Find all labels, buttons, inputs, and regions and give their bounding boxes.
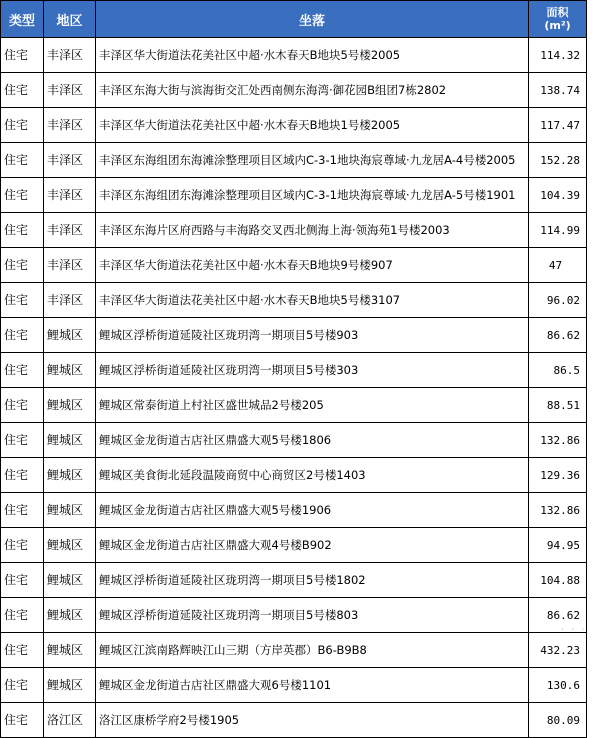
table-row [1,388,587,423]
header-size-label: 面积 [546,6,569,19]
type-cell: 住宅 [1,353,44,388]
address-cell: 鲤城区金龙街道古店社区鼎盛大观5号楼1806 [96,423,529,458]
size-cell: 152.28 [529,143,587,178]
area-cell: 丰泽区 [44,143,96,178]
area-cell: 鲤城区 [44,528,96,563]
type-cell: 住宅 [1,528,44,563]
size-cell: 130.6 [529,668,587,703]
type-cell: 住宅 [1,703,44,738]
area-cell: 鲤城区 [44,633,96,668]
size-cell: 129.36 [529,458,587,493]
type-cell: 住宅 [1,493,44,528]
size-cell: 432.23 [529,633,587,668]
table-row [1,493,587,528]
address-cell: 鲤城区浮桥街道延陵社区珑玥湾一期项目5号楼803 [96,598,529,633]
table-row [1,423,587,458]
size-cell: 114.32 [529,38,587,73]
size-cell: 104.88 [529,563,587,598]
area-cell: 丰泽区 [44,108,96,143]
type-cell: 住宅 [1,668,44,703]
size-cell: 104.39 [529,178,587,213]
area-cell: 鲤城区 [44,423,96,458]
table-row [1,353,587,388]
header-area: 地区 [44,1,96,38]
address-cell: 丰泽区华大街道法花美社区中超·水木春天B地块1号楼2005 [96,108,529,143]
table-row [1,248,587,283]
area-cell: 丰泽区 [44,38,96,73]
type-cell: 住宅 [1,283,44,318]
size-cell: 86.62 [529,598,587,633]
size-cell: 132.86 [529,423,587,458]
type-cell: 住宅 [1,73,44,108]
type-cell: 住宅 [1,563,44,598]
area-cell: 鲤城区 [44,563,96,598]
type-cell: 住宅 [1,178,44,213]
address-cell: 丰泽区华大街道法花美社区中超·水木春天B地块5号楼2005 [96,38,529,73]
table-row [1,108,587,143]
table-row [1,598,587,633]
area-cell: 丰泽区 [44,248,96,283]
header-row [1,1,587,38]
address-cell: 丰泽区东海组团东海滩涂整理项目区域内C-3-1地块海宸尊域·九龙居A-5号楼1901 [96,178,529,213]
type-cell: 住宅 [1,38,44,73]
address-cell: 丰泽区东海片区府西路与丰海路交叉西北侧海上海·领海苑1号楼2003 [96,213,529,248]
type-cell: 住宅 [1,458,44,493]
table-row [1,703,587,738]
address-cell: 丰泽区华大街道法花美社区中超·水木春天B地块5号楼3107 [96,283,529,318]
area-cell: 丰泽区 [44,73,96,108]
table-row [1,38,587,73]
area-cell: 洛江区 [44,703,96,738]
header-size-unit: (m²) [544,19,571,32]
area-cell: 丰泽区 [44,213,96,248]
size-cell: 96.02 [529,283,587,318]
area-cell: 丰泽区 [44,178,96,213]
size-cell: 80.09 [529,703,587,738]
table-row [1,668,587,703]
table-row [1,73,587,108]
area-cell: 丰泽区 [44,283,96,318]
table-row [1,318,587,353]
type-cell: 住宅 [1,633,44,668]
address-cell: 鲤城区浮桥街道延陵社区珑玥湾一期项目5号楼303 [96,353,529,388]
table-body [1,38,587,738]
size-cell: 86.62 [529,318,587,353]
type-cell: 住宅 [1,213,44,248]
table-row [1,213,587,248]
address-cell: 鲤城区浮桥街道延陵社区珑玥湾一期项目5号楼903 [96,318,529,353]
size-cell: 86.5 [529,353,587,388]
address-cell: 鲤城区美食街北延段温陵商贸中心商贸区2号楼1403 [96,458,529,493]
address-cell: 鲤城区金龙街道古店社区鼎盛大观5号楼1906 [96,493,529,528]
address-cell: 鲤城区江滨南路辉映江山三期（方岸英郡）B6-B9B8 [96,633,529,668]
table-row [1,283,587,318]
size-cell: 47 [529,248,587,283]
type-cell: 住宅 [1,248,44,283]
watermark: · · · [560,623,586,638]
size-cell: 94.95 [529,528,587,563]
size-cell: 114.99 [529,213,587,248]
area-cell: 鲤城区 [44,668,96,703]
area-cell: 鲤城区 [44,493,96,528]
address-cell: 丰泽区东海组团东海滩涂整理项目区域内C-3-1地块海宸尊域·九龙居A-4号楼2005 [96,143,529,178]
table-row [1,143,587,178]
type-cell: 住宅 [1,598,44,633]
table-row [1,528,587,563]
address-cell: 鲤城区金龙街道古店社区鼎盛大观6号楼1101 [96,668,529,703]
type-cell: 住宅 [1,388,44,423]
address-cell: 丰泽区东海大街与滨海街交汇处西南侧东海湾·御花园B组团7栋2802 [96,73,529,108]
size-cell: 88.51 [529,388,587,423]
type-cell: 住宅 [1,108,44,143]
area-cell: 鲤城区 [44,353,96,388]
area-cell: 鲤城区 [44,318,96,353]
header-type: 类型 [1,1,44,38]
area-cell: 鲤城区 [44,458,96,493]
address-cell: 鲤城区常泰街道上村社区盛世城品2号楼205 [96,388,529,423]
table-row [1,633,587,668]
type-cell: 住宅 [1,143,44,178]
header-size [529,1,587,38]
type-cell: 住宅 [1,423,44,458]
address-cell: 鲤城区金龙街道古店社区鼎盛大观4号楼B902 [96,528,529,563]
table-row [1,178,587,213]
address-cell: 洛江区康桥学府2号楼1905 [96,703,529,738]
table-row [1,563,587,598]
size-cell: 138.74 [529,73,587,108]
table-row [1,458,587,493]
size-cell: 117.47 [529,108,587,143]
size-cell: 132.86 [529,493,587,528]
type-cell: 住宅 [1,318,44,353]
header-address: 坐落 [96,1,529,38]
address-cell: 丰泽区华大街道法花美社区中超·水木春天B地块9号楼907 [96,248,529,283]
address-cell: 鲤城区浮桥街道延陵社区珑玥湾一期项目5号楼1802 [96,563,529,598]
area-cell: 鲤城区 [44,598,96,633]
area-cell: 鲤城区 [44,388,96,423]
